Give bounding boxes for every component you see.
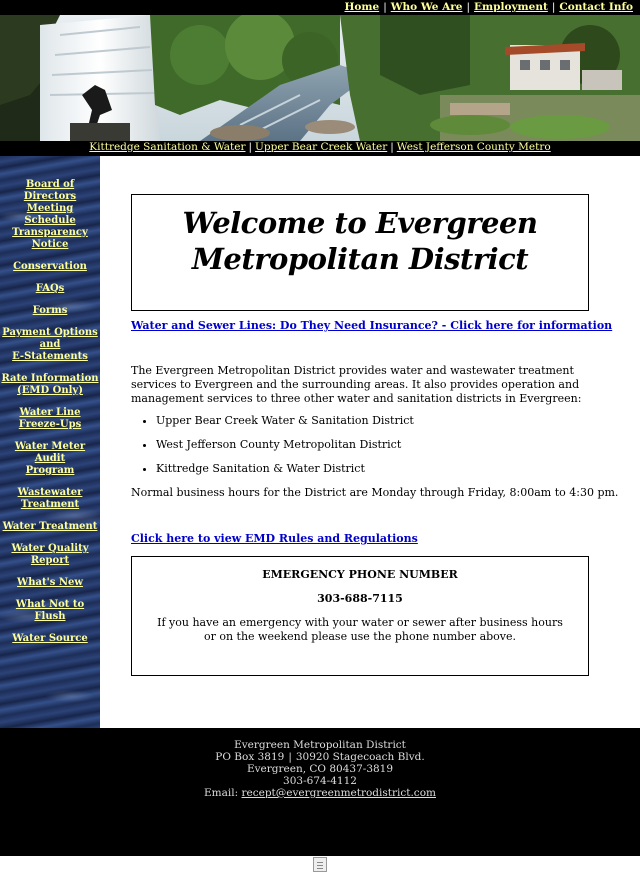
header-banner-image (0, 15, 640, 141)
sidebar-link-faqs[interactable]: FAQs (35, 283, 65, 294)
footer-phone: 303-674-4112 (283, 775, 357, 787)
sidebar-item-freeze-ups (0, 407, 100, 431)
subnav-west-jefferson-link[interactable]: West Jefferson County Metro (396, 141, 551, 153)
sidebar-item-conservation (0, 261, 100, 273)
sidebar-item-board (0, 179, 100, 251)
sidebar-link-conservation[interactable]: Conservation (13, 261, 87, 272)
sidebar-menu (0, 156, 100, 645)
sidebar-item-water-treatment (0, 521, 100, 533)
sidebar-link-rates[interactable]: Rate Information (EMD Only) (1, 373, 99, 396)
sidebar-item-faqs (0, 283, 100, 295)
insurance-info-link[interactable]: Water and Sewer Lines: Do They Need Insurance? - Click here for information (131, 319, 613, 332)
footer-email-link[interactable]: recept@evergreenmetrodistrict.com (241, 787, 436, 799)
nav-employment-link[interactable]: Employment (474, 1, 548, 13)
document-icon (313, 857, 327, 872)
footer-street: 30920 Stagecoach Blvd. (295, 751, 425, 763)
footer-city: Evergreen, CO 80437-3819 (246, 763, 394, 775)
sidebar-item-not-to-flush (0, 599, 100, 623)
page-title (132, 205, 588, 277)
footer-org-name: Evergreen Metropolitan District (234, 739, 406, 751)
footer-email-line (0, 787, 640, 799)
footer-po-box: PO Box 3819 (215, 751, 285, 763)
emergency-box (131, 556, 589, 676)
sidebar-link-water-treatment[interactable]: Water Treatment (2, 521, 98, 532)
nav-separator: | (551, 1, 556, 13)
list-item: • Kittredge Sanitation & Water District (156, 462, 414, 476)
sidebar-item-meter-audit (0, 441, 100, 477)
main-content (100, 156, 640, 728)
nav-separator: | (466, 1, 470, 13)
footer-email-label: Email: (204, 787, 239, 799)
sidebar-link-board[interactable]: Board of Directors Meeting Schedule Transparency Notice (12, 179, 88, 250)
footer-address-line (0, 751, 640, 763)
top-nav (0, 0, 640, 15)
business-hours-text: Normal business hours for the District are Monday through Friday, 8:00am to 4:30 pm. (131, 486, 619, 499)
nav-separator: | (383, 1, 387, 13)
district-list (156, 414, 414, 486)
sidebar-link-not-to-flush[interactable]: What Not to Flush (15, 599, 85, 622)
sub-nav (0, 141, 640, 156)
sidebar-item-whats-new (0, 577, 100, 589)
page-title-line1: Welcome to Evergreen (182, 206, 538, 240)
sidebar-item-wastewater (0, 487, 100, 511)
footer (0, 728, 640, 856)
sidebar-item-forms (0, 305, 100, 317)
subnav-separator: | (390, 141, 394, 153)
emergency-phone: 303-688-7115 (317, 592, 403, 605)
sidebar-item-quality-report (0, 543, 100, 567)
sidebar-link-freeze-ups[interactable]: Water Line Freeze-Ups (18, 407, 82, 430)
sidebar (0, 156, 100, 728)
footer-separator: | (288, 751, 292, 763)
sidebar-item-payment (0, 327, 100, 363)
emergency-title: EMERGENCY PHONE NUMBER (262, 568, 458, 581)
subnav-kittredge-link[interactable]: Kittredge Sanitation & Water (89, 141, 246, 153)
emergency-note: If you have an emergency with your water or sewer after business hours or on the weekend please use the phone number above. (157, 616, 563, 643)
subnav-upper-bear-creek-link[interactable]: Upper Bear Creek Water (255, 141, 388, 153)
subnav-separator: | (248, 141, 253, 153)
banner-scenery (0, 15, 640, 141)
sidebar-link-payment[interactable]: Payment Options and E-Statements (2, 327, 98, 362)
list-item: • West Jefferson County Metropolitan District (156, 438, 414, 452)
sidebar-link-whats-new[interactable]: What's New (17, 577, 83, 588)
nav-contact-info-link[interactable]: Contact Info (559, 1, 633, 13)
nav-who-we-are-link[interactable]: Who We Are (390, 1, 463, 13)
sidebar-link-meter-audit[interactable]: Water Meter Audit Program (14, 441, 86, 476)
sidebar-item-water-source (0, 633, 100, 645)
sidebar-link-quality-report[interactable]: Water Quality Report (11, 543, 89, 566)
welcome-box (131, 194, 589, 311)
page-title-line2: Metropolitan District (191, 242, 529, 276)
list-item: • Upper Bear Creek Water & Sanitation District (156, 414, 414, 428)
sidebar-link-wastewater[interactable]: Wastewater Treatment (17, 487, 83, 510)
intro-paragraph: The Evergreen Metropolitan District provides water and wastewater treatment services to Evergreen and the surrounding areas. It also provides operation and management services to three other water and sanitation districts in Evergreen: (131, 364, 582, 405)
nav-home-link[interactable]: Home (344, 1, 380, 13)
sidebar-link-forms[interactable]: Forms (32, 305, 68, 316)
sidebar-link-water-source[interactable]: Water Source (12, 633, 88, 644)
rules-regulations-link[interactable]: Click here to view EMD Rules and Regulations (131, 532, 418, 545)
sidebar-item-rates (0, 373, 100, 397)
